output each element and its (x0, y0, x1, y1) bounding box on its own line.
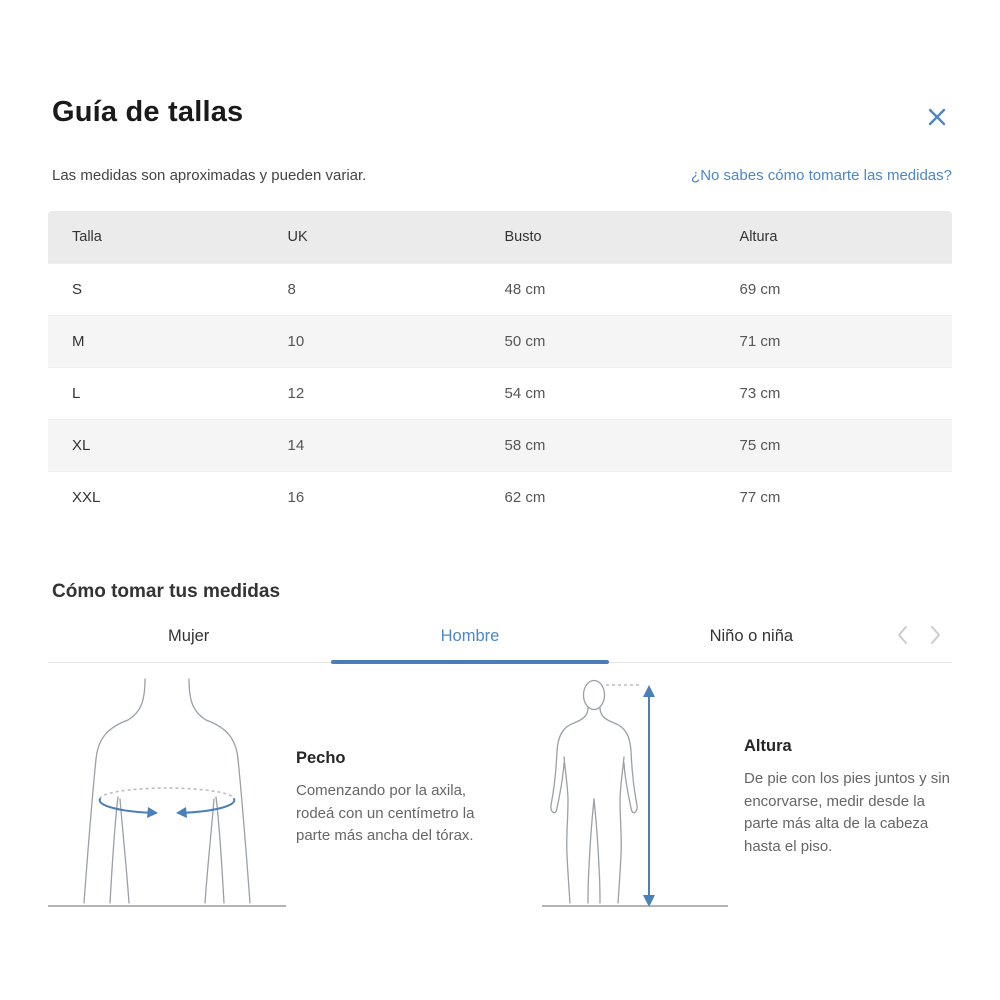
cell-altura: 71 cm (739, 333, 781, 350)
cell-size: S (72, 281, 83, 298)
tabs-pager (892, 615, 952, 662)
measure-tabs-bar (48, 615, 952, 663)
cell-size: M (72, 333, 85, 350)
cell-busto: 62 cm (504, 489, 546, 506)
cell-size: L (72, 385, 81, 402)
tab-mujer[interactable]: Mujer (48, 615, 329, 662)
cell-uk: 10 (287, 333, 305, 350)
table-row (48, 471, 952, 523)
height-card-description: De pie con los pies juntos y sin encorvarse, medir desde la parte más alta de la cabeza hasta el piso. (744, 770, 950, 855)
cell-altura: 77 cm (739, 489, 781, 506)
chest-card-description: Comenzando por la axila, rodeá con un centímetro la parte más ancha del tórax. (296, 782, 475, 844)
height-card-title: Altura (744, 737, 792, 755)
table-row (48, 367, 952, 419)
measure-section-heading: Cómo tomar tus medidas (52, 581, 281, 602)
table-header-row (48, 211, 952, 263)
height-measure-figure (542, 677, 728, 911)
chevron-left-icon (896, 625, 908, 645)
cell-uk: 14 (287, 437, 305, 454)
tab-nino-o-nina[interactable]: Niño o niña (611, 615, 892, 662)
approx-note: Las medidas son aproximadas y pueden variar. (52, 167, 367, 184)
column-header-talla: Talla (72, 229, 102, 245)
close-icon (928, 108, 946, 126)
chest-measure-figure (48, 677, 286, 909)
column-header-busto: Busto (504, 229, 542, 245)
cell-busto: 48 cm (504, 281, 546, 298)
table-row (48, 263, 952, 315)
cell-size: XL (72, 437, 91, 454)
cell-uk: 8 (287, 281, 296, 298)
chest-card-title: Pecho (296, 749, 346, 767)
note-row (48, 167, 952, 184)
size-table (48, 211, 952, 523)
cell-busto: 58 cm (504, 437, 546, 454)
table-row (48, 419, 952, 471)
pager-prev-button[interactable] (892, 621, 912, 652)
table-row (48, 315, 952, 367)
chevron-right-icon (930, 625, 942, 645)
close-button[interactable] (922, 102, 952, 135)
height-card (744, 737, 952, 858)
cell-busto: 54 cm (504, 385, 546, 402)
page-title: Guía de tallas (52, 96, 244, 128)
cell-altura: 75 cm (739, 437, 781, 454)
cell-altura: 69 cm (739, 281, 781, 298)
measure-help-link[interactable]: ¿No sabes cómo tomarte las medidas? (691, 167, 952, 184)
measure-content (48, 677, 952, 911)
tabs (48, 615, 892, 662)
pager-next-button[interactable] (926, 621, 946, 652)
cell-busto: 50 cm (504, 333, 546, 350)
modal-header (48, 0, 952, 135)
tab-hombre[interactable]: Hombre (329, 615, 610, 662)
column-header-uk: UK (287, 229, 308, 245)
cell-size: XXL (72, 489, 101, 506)
cell-uk: 16 (287, 489, 305, 506)
cell-altura: 73 cm (739, 385, 781, 402)
column-header-altura: Altura (739, 229, 778, 245)
chest-card (296, 749, 496, 848)
cell-uk: 12 (287, 385, 305, 402)
